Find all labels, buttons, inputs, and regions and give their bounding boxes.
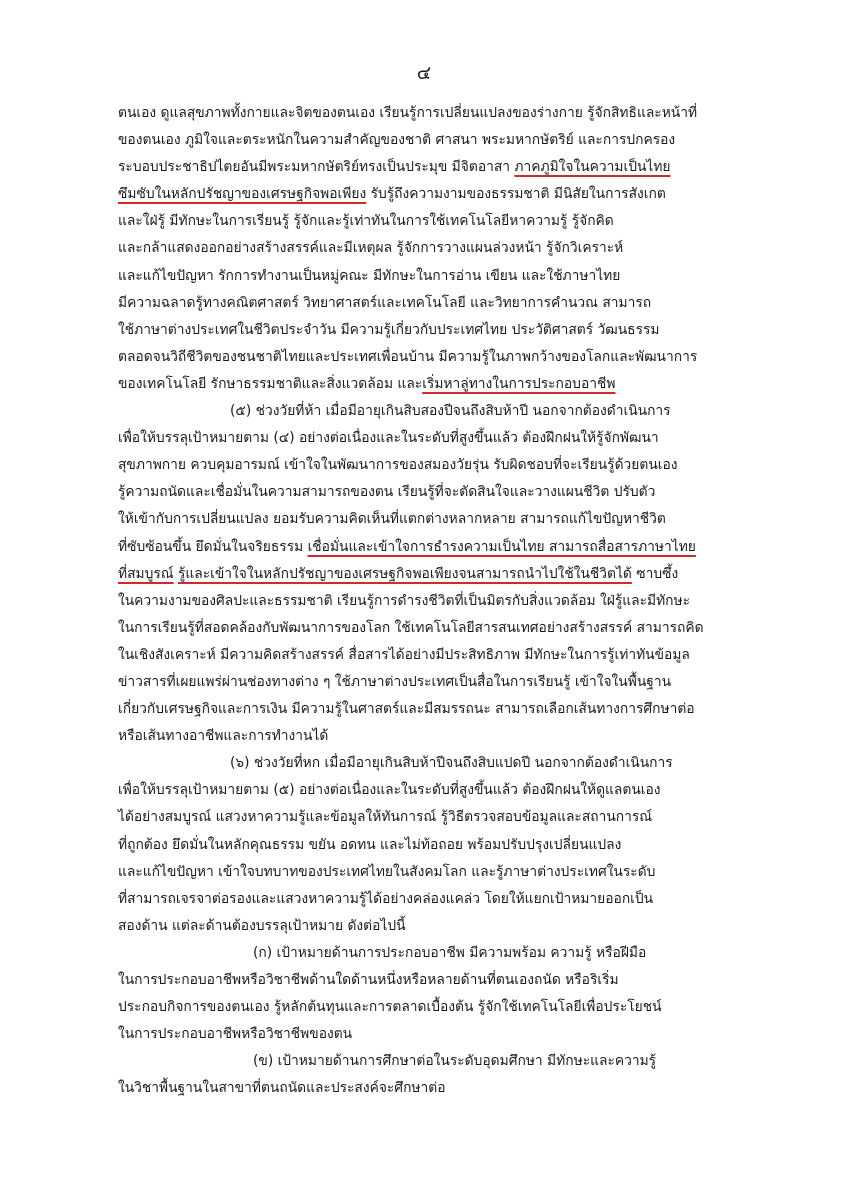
underlined-text: ซึมซับในหลักปรัชญาของเศรษฐกิจพอเพียง	[118, 186, 367, 203]
line-text: ในการประกอบอาชีพหรือวิชาชีพของตน	[118, 1026, 353, 1043]
text-line	[118, 669, 738, 696]
underlined-text: รู้และเข้าใจในหลักปรัชญาของเศรษฐกิจพอเพียงจนสามารถนำไปใช้ในชีวิตได้	[177, 565, 632, 582]
line-text: ของตนเอง ภูมิใจและตระหนักในความสำคัญของชาติ ศาสนา พระมหากษัตริย์ และการปกครอง	[118, 132, 676, 149]
line-text: ประกอบกิจการของตนเอง รู้หลักต้นทุนและการตลาดเบื้องต้น รู้จักใช้เทคโนโลยีเพื่อประโยชน์	[118, 999, 662, 1016]
text-line	[118, 208, 738, 235]
text-line	[118, 940, 738, 967]
line-text: ที่สามารถเจรจาต่อรองและแสวงหาความรู้ได้อย่างคล่องแคล่ว โดยให้แยกเป้าหมายออกเป็น	[118, 890, 654, 907]
text-line	[118, 479, 738, 506]
text-line	[118, 127, 738, 154]
line-text: เพื่อให้บรรลุเป้าหมายตาม (๕) อย่างต่อเนื่องและในระดับที่สูงขึ้นแล้ว ต้องฝึกฝนให้ดูแลตนเอง	[118, 782, 661, 799]
line-text: รับรู้ถึงความงามของธรรมชาติ มีนิสัยในการสังเกต	[366, 186, 666, 203]
text-line	[118, 615, 738, 642]
line-text: สุขภาพกาย ควบคุมอารมณ์ เข้าใจในพัฒนาการของสมองวัยรุ่น รับผิดชอบที่จะเรียนรู้ด้วยตนเอง	[118, 457, 678, 474]
line-text: (๖) ช่วงวัยที่หก เมื่อมีอายุเกินสิบห้าปีจนถึงสิบแปดปี นอกจากต้องดำเนินการ	[230, 755, 673, 772]
text-line	[118, 913, 738, 940]
text-line	[118, 506, 738, 533]
line-text: ให้เข้ากับการเปลี่ยนแปลง ยอมรับความคิดเห็นที่แตกต่างหลากหลาย สามารถแก้ไขปัญหาชีวิต	[118, 511, 666, 528]
text-line	[118, 967, 738, 994]
line-text: ระบอบประชาธิปไตยอันมีพระมหากษัตริย์ทรงเป็นประมุข มีจิตอาสา	[118, 159, 515, 176]
line-text: ตนเอง ดูแลสุขภาพทั้งกายและจิตของตนเอง เรียนรู้การเปลี่ยนแปลงของร่างกาย รู้จักสิทธิและหน้าที่	[118, 105, 698, 121]
line-text: เพื่อให้บรรลุเป้าหมายตาม (๔) อย่างต่อเนื่องและในระดับที่สูงขึ้นแล้ว ต้องฝึกฝนให้รู้จักพัฒนา	[118, 430, 659, 447]
text-line	[118, 642, 738, 669]
line-text: ได้อย่างสมบูรณ์ แสวงหาความรู้และข้อมูลให้ทันการณ์ รู้วิธีตรวจสอบข้อมูลและสถานการณ์	[118, 809, 653, 826]
line-text: ในเชิงสังเคราะห์ มีความคิดสร้างสรรค์ สื่อสารได้อย่างมีประสิทธิภาพ มีทักษะในการรู้เท่าทันข้อมูล	[118, 646, 690, 663]
line-text: ที่ถูกต้อง ยึดมั่นในหลักคุณธรรม ขยัน อดทน และไม่ท้อถอย พร้อมปรับปรุงเปลี่ยนแปลง	[118, 836, 622, 853]
text-line	[118, 154, 738, 181]
text-line	[118, 1075, 738, 1102]
line-text: และแก้ไขปัญหา รักการทำงานเป็นหมู่คณะ มีทักษะในการอ่าน เขียน และใช้ภาษาไทย	[118, 267, 621, 284]
underlined-text: เชื่อมั่นและเข้าใจการธำรงความเป็นไทย สามารถสื่อสารภาษาไทย	[307, 538, 696, 555]
line-text: สองด้าน แต่ละด้านต้องบรรลุเป้าหมาย ดังต่อไปนี้	[118, 917, 406, 934]
line-text: ที่ซับซ้อนขึ้น ยึดมั่นในจริยธรรม	[118, 538, 308, 555]
line-text: ข่าวสารที่เผยแพร่ผ่านช่องทางต่าง ๆ ใช้ภาษาต่างประเทศเป็นสื่อในการเรียนรู้ เข้าใจในพื้นฐาน	[118, 673, 672, 690]
line-text: ในความงามของศิลปะและธรรมชาติ เรียนรู้การดำรงชีวิตที่เป็นมิตรกับสิ่งแวดล้อม ใฝ่รู้และมีทักษะ	[118, 592, 691, 609]
line-text: (ก) เป้าหมายด้านการประกอบอาชีพ มีความพร้อม ความรู้ หรือฝีมือ	[253, 944, 647, 961]
text-line	[118, 994, 738, 1021]
line-text: ตลอดจนวิถีชีวิตของชนชาติไทยและประเทศเพื่อนบ้าน มีความรู้ในภาพกว้างของโลกและพัฒนาการ	[118, 348, 698, 365]
text-line	[118, 832, 738, 859]
line-text: มีความฉลาดรู้ทางคณิตศาสตร์ วิทยาศาสตร์และเทคโนโลยี และวิทยาการคำนวณ สามารถ	[118, 294, 652, 311]
text-line	[118, 344, 738, 371]
text-line	[118, 777, 738, 804]
text-line	[118, 696, 738, 723]
line-text: (๕) ช่วงวัยที่ห้า เมื่อมีอายุเกินสิบสองปีจนถึงสิบห้าปี นอกจากต้องดำเนินการ	[230, 403, 671, 420]
line-text: ในวิชาพื้นฐานในสาขาที่ตนถนัดและประสงค์จะศึกษาต่อ	[118, 1080, 446, 1097]
text-line	[118, 534, 738, 561]
line-text: หรือเส้นทางอาชีพและการทำงานได้	[118, 728, 329, 745]
line-text: และแก้ไขปัญหา เข้าใจบทบาทของประเทศไทยในสังคมโลก และรู้ภาษาต่างประเทศในระดับ	[118, 863, 656, 880]
document-body	[118, 100, 738, 1102]
line-text: และกล้าแสดงออกอย่างสร้างสรรค์และมีเหตุผล รู้จักการวางแผนล่วงหน้า รู้จักวิเคราะห์	[118, 240, 624, 257]
text-line	[118, 100, 738, 127]
text-line	[118, 561, 738, 588]
line-text: ในการเรียนรู้ที่สอดคล้องกับพัฒนาการของโลก ใช้เทคโนโลยีสารสนเทศอย่างสร้างสรรค์ สามารถคิด	[118, 619, 704, 636]
line-text: รู้ความถนัดและเชื่อมั่นในความสามารถของตน เรียนรู้ที่จะตัดสินใจและวางแผนชีวิต ปรับตัว	[118, 484, 656, 501]
text-line	[118, 371, 738, 398]
text-line	[118, 398, 738, 425]
line-text: และใฝ่รู้ มีทักษะในการเรียนรู้ รู้จักและรู้เท่าทันในการใช้เทคโนโลยีหาความรู้ รู้จักคิด	[118, 213, 614, 230]
line-text: เกี่ยวกับเศรษฐกิจและการเงิน มีความรู้ในศาสตร์และมีสมรรถนะ สามารถเลือกเส้นทางการศึกษาต่อ	[118, 701, 695, 718]
underlined-text: เริ่มหาลู่ทางในการประกอบอาชีพ	[422, 375, 616, 392]
underlined-text: ภาคภูมิใจในความเป็นไทย	[514, 159, 671, 176]
page-number: ๔	[416, 62, 432, 84]
line-text: ซาบซึ้ง	[631, 565, 679, 582]
text-line	[118, 859, 738, 886]
text-line	[118, 886, 738, 913]
text-line	[118, 1021, 738, 1048]
text-line	[118, 181, 738, 208]
text-line	[118, 235, 738, 262]
line-text: ของเทคโนโลยี รักษาธรรมชาติและสิ่งแวดล้อม และ	[118, 375, 423, 392]
text-line	[118, 723, 738, 750]
text-line	[118, 1048, 738, 1075]
text-line	[118, 317, 738, 344]
text-line	[118, 750, 738, 777]
text-line	[118, 263, 738, 290]
line-text: ใช้ภาษาต่างประเทศในชีวิตประจำวัน มีความรู้เกี่ยวกับประเทศไทย ประวัติศาสตร์ วัฒนธรรม	[118, 321, 660, 338]
text-line	[118, 290, 738, 317]
text-line	[118, 804, 738, 831]
text-line	[118, 452, 738, 479]
text-line	[118, 588, 738, 615]
underlined-text: ที่สมบูรณ์	[118, 565, 174, 582]
line-text: ในการประกอบอาชีพหรือวิชาชีพด้านใดด้านหนึ่งหรือหลายด้านที่ตนเองถนัด หรือริเริ่ม	[118, 972, 619, 988]
line-text: (ข) เป้าหมายด้านการศึกษาต่อในระดับอุดมศึกษา มีทักษะและความรู้	[253, 1053, 657, 1070]
text-line	[118, 425, 738, 452]
